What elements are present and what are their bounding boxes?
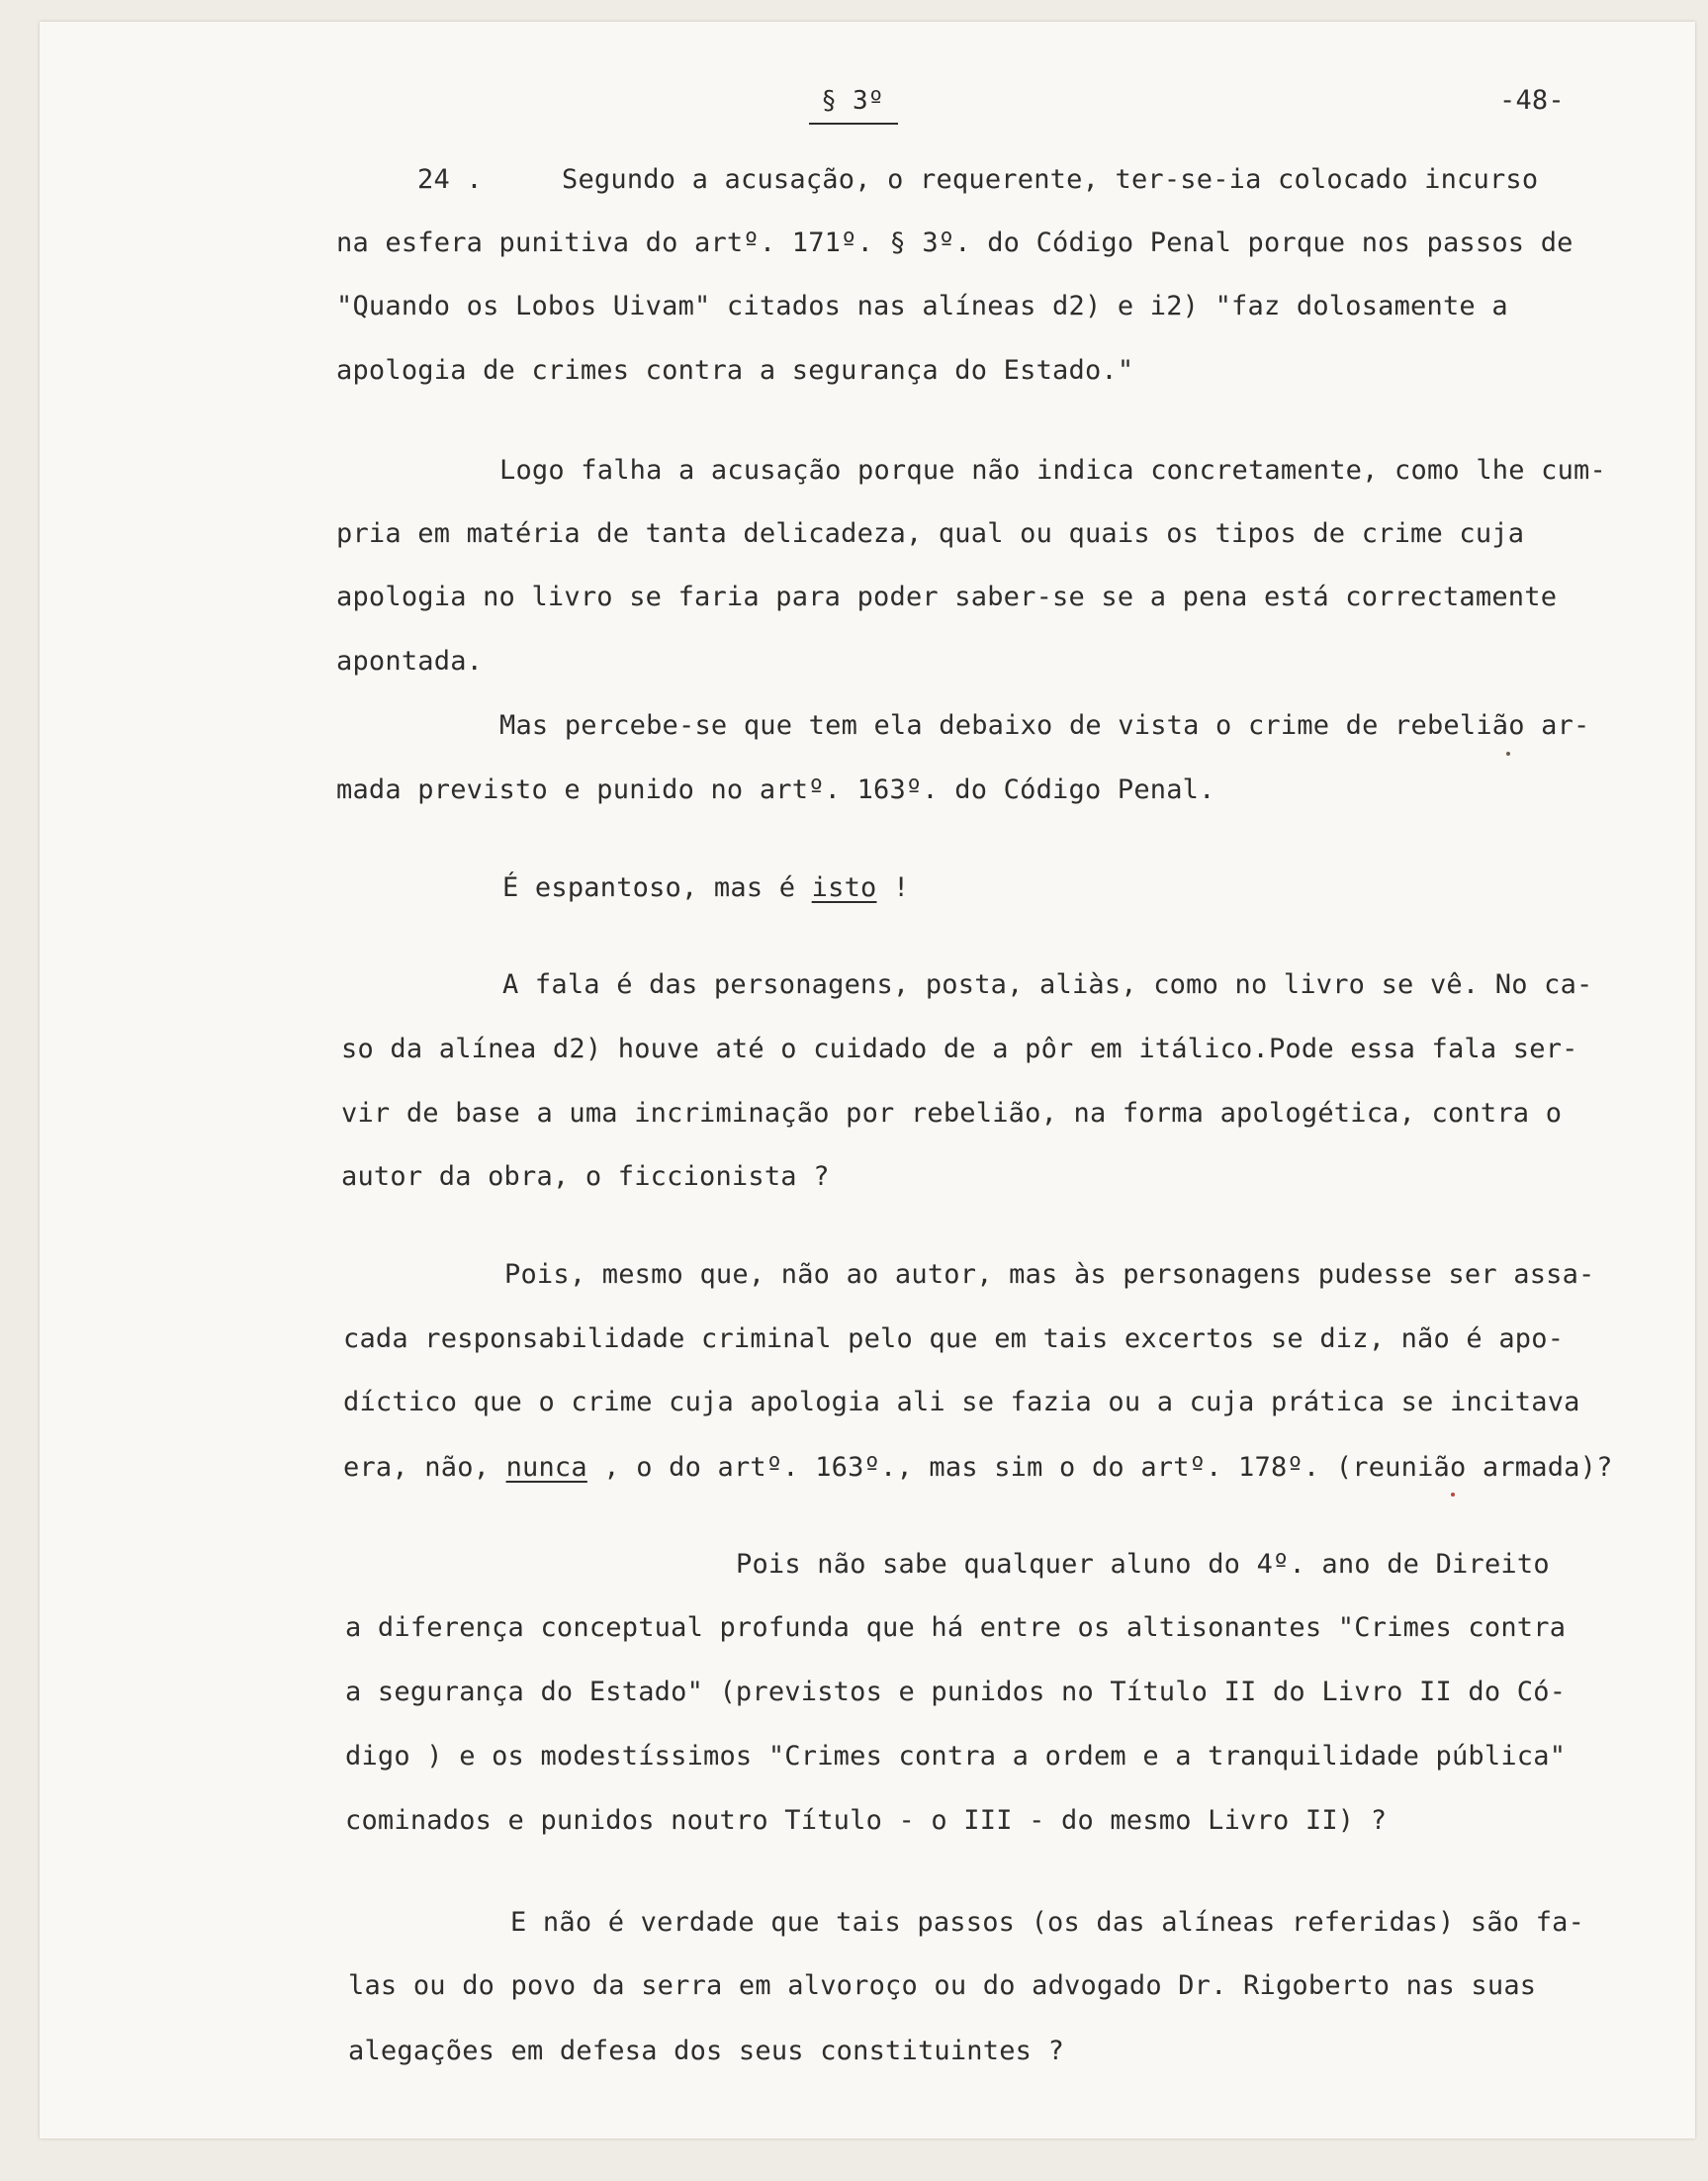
- underlined-word: nunca: [505, 1452, 587, 1483]
- text-span: !: [876, 872, 910, 903]
- paragraph-espantoso: [502, 872, 909, 904]
- text-line: apologia no livro se faria para poder saber-se se a pena está correctamente: [336, 582, 1558, 612]
- text-line: alegações em defesa dos seus constituintes ?: [348, 2036, 1065, 2066]
- text-line: digo ) e os modestíssimos "Crimes contra a ordem e a tranquilidade pública": [345, 1741, 1567, 1772]
- underlined-word: isto: [811, 872, 877, 903]
- page-number: -48-: [1499, 85, 1565, 116]
- text-line: cominados e punidos noutro Título - o III - do mesmo Livro II) ?: [345, 1805, 1388, 1836]
- text-line: Pois, mesmo que, não ao autor, mas às personagens pudesse ser assa-: [504, 1259, 1595, 1290]
- paragraph-number: 24 .: [417, 164, 483, 195]
- ink-speck: [1451, 1493, 1455, 1497]
- section-heading: § 3º: [821, 86, 884, 116]
- text-line: Pois não sabe qualquer aluno do 4º. ano de Direito: [736, 1549, 1550, 1580]
- text-line: mada previsto e punido no artº. 163º. do Código Penal.: [336, 774, 1215, 805]
- text-line: [343, 1452, 1613, 1484]
- text-line: "Quando os Lobos Uivam" citados nas alíneas d2) e i2) "faz dolosamente a: [336, 291, 1508, 321]
- text-line: díctico que o crime cuja apologia ali se fazia ou a cuja prática se incitava: [343, 1387, 1580, 1417]
- text-line: las ou do povo da serra em alvoroço ou do advogado Dr. Rigoberto nas suas: [348, 1970, 1537, 2001]
- section-heading-underline: [809, 123, 898, 125]
- text-line: na esfera punitiva do artº. 171º. § 3º. do Código Penal porque nos passos de: [336, 227, 1573, 258]
- text-line: a diferença conceptual profunda que há entre os altisonantes "Crimes contra: [345, 1612, 1567, 1643]
- text-line: cada responsabilidade criminal pelo que em tais excertos se diz, não é apo-: [343, 1323, 1565, 1354]
- text-line: Segundo a acusação, o requerente, ter-se-ia colocado incurso: [562, 164, 1539, 195]
- text-line: autor da obra, o ficcionista ?: [341, 1161, 830, 1192]
- text-line: apontada.: [336, 646, 484, 677]
- text-line: Logo falha a acusação porque não indica concretamente, como lhe cum-: [499, 455, 1606, 486]
- text-line: apologia de crimes contra a segurança do Estado.": [336, 355, 1134, 386]
- text-span: É espantoso, mas é: [502, 872, 812, 903]
- text-line: pria em matéria de tanta delicadeza, qual ou quais os tipos de crime cuja: [336, 518, 1525, 549]
- text-line: vir de base a uma incriminação por rebelião, na forma apologética, contra o: [341, 1098, 1563, 1129]
- text-line: A fala é das personagens, posta, aliàs, como no livro se vê. No ca-: [502, 969, 1593, 1000]
- text-line: E não é verdade que tais passos (os das alíneas referidas) são fa-: [510, 1907, 1585, 1938]
- text-line: a segurança do Estado" (previstos e punidos no Título II do Livro II do Có-: [345, 1677, 1567, 1707]
- text-line: Mas percebe-se que tem ela debaixo de vista o crime de rebelião ar-: [499, 710, 1590, 741]
- ink-speck: [1506, 752, 1510, 756]
- text-span: , o do artº. 163º., mas sim o do artº. 178º. (reunião armada)?: [586, 1452, 1613, 1483]
- text-span: era, não,: [343, 1452, 506, 1483]
- text-line: so da alínea d2) houve até o cuidado de a pôr em itálico.Pode essa fala ser-: [341, 1034, 1578, 1064]
